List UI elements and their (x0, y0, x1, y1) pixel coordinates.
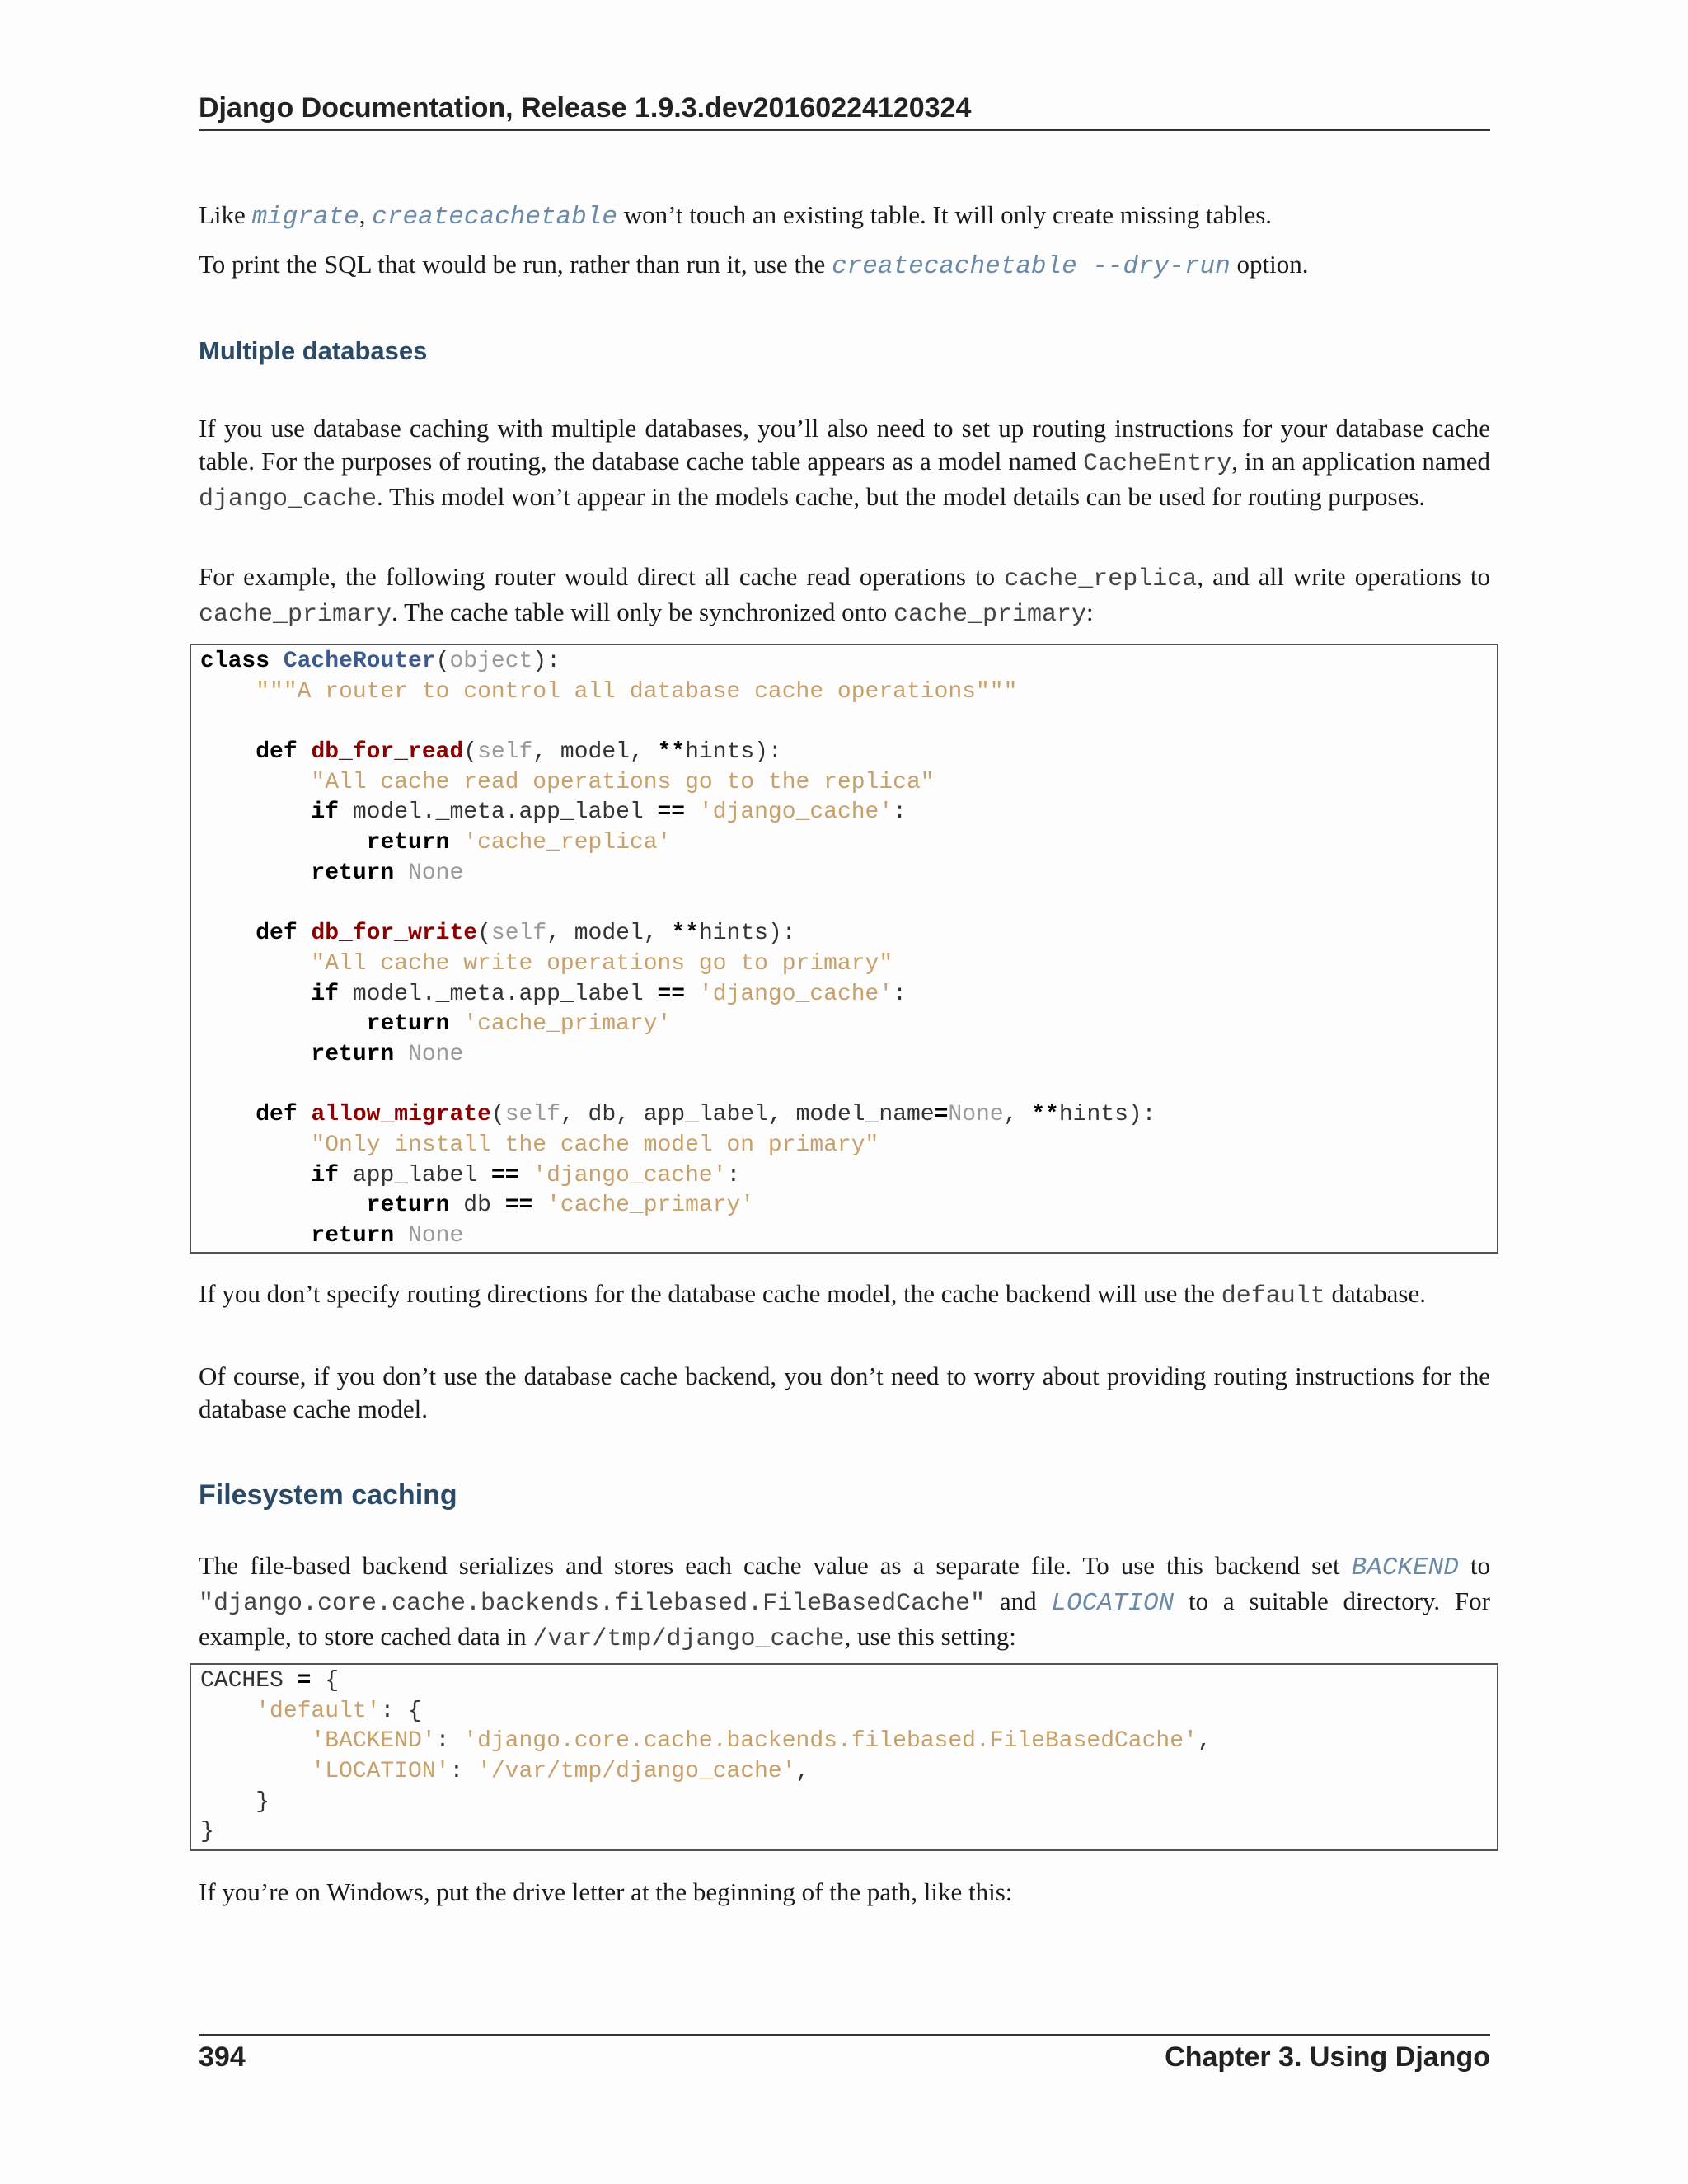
code-token (200, 951, 311, 977)
running-header: Django Documentation, Release 1.9.3.dev20160224120324 (199, 92, 1490, 131)
code-token: == (490, 1162, 519, 1188)
code-token: == (657, 981, 686, 1007)
code-token (394, 860, 408, 886)
code-token: ( (435, 649, 450, 674)
code-token: = (297, 1668, 312, 1694)
code-token: : (435, 1728, 464, 1755)
code-line (200, 1757, 1488, 1788)
code-token (518, 1163, 532, 1188)
code-token (200, 1102, 256, 1127)
code-line (200, 647, 1488, 677)
page-number: 394 (199, 2041, 246, 2073)
text: , use this setting: (844, 1622, 1016, 1651)
code-token: app_label (339, 1162, 491, 1188)
code-token: : (893, 799, 907, 826)
code-line (200, 1727, 1488, 1757)
inline-code: "django.core.cache.backends.filebased.FileBasedCache" (199, 1590, 986, 1618)
intro-paragraph-2 (199, 248, 1490, 284)
code-token: return (311, 1041, 395, 1067)
code-token: if (311, 799, 340, 826)
code-line (200, 1131, 1488, 1161)
text: to a suitable directory. For example, to store cached data in (199, 1586, 1490, 1651)
code-token: , (795, 1759, 810, 1785)
code-token (298, 1102, 312, 1127)
text: If you don’t specify routing directions for the database cache model, the cache backend will use the (199, 1279, 1221, 1308)
page-footer (199, 2041, 1490, 2074)
code-token: return (366, 1193, 450, 1219)
code-token: "Only install the cache model on primary" (311, 1132, 879, 1158)
code-token (200, 799, 311, 825)
inline-code: cache_primary (199, 601, 392, 629)
code-token: { (311, 1668, 340, 1694)
code-token: , model, (546, 921, 672, 947)
code-token (200, 1223, 311, 1249)
code-token: 'django.core.cache.backends.filebased.FileBasedCache' (463, 1728, 1198, 1755)
code-token: None (408, 1223, 464, 1249)
code-token (200, 1042, 311, 1067)
code-token (394, 1042, 408, 1067)
code-token (298, 739, 312, 765)
text: , in an application named (1231, 447, 1490, 476)
migrate-link[interactable]: migrate (251, 203, 359, 232)
code-token: '/var/tmp/django_cache' (477, 1759, 796, 1785)
code-token: : (726, 1162, 741, 1188)
code-token (200, 1759, 311, 1784)
code-token: ** (657, 739, 686, 766)
code-token: return (366, 1011, 450, 1038)
code-line (200, 1040, 1488, 1071)
code-line (200, 889, 1488, 920)
code-token: 'BACKEND' (311, 1728, 436, 1755)
code-token (200, 679, 256, 705)
code-token: == (504, 1193, 533, 1219)
code-line (200, 919, 1488, 949)
code-line (200, 677, 1488, 708)
code-token: model._meta.app_label (339, 981, 658, 1007)
code-token (200, 830, 367, 855)
code-line (200, 949, 1488, 980)
code-token (200, 1132, 311, 1158)
code-token: : (449, 1759, 478, 1785)
filesystem-paragraph-1 (199, 1549, 1490, 1656)
code-line (200, 1071, 1488, 1101)
code-token: , db, app_label, model_name (560, 1102, 935, 1128)
text: If you use database caching with multiple databases, you’ll also need to set up routing instructions for your database cache table. For the purposes of routing, the database cache table appears as a model named (199, 414, 1490, 476)
code-token: CACHES (200, 1668, 298, 1694)
createcachetable-link[interactable]: createcachetable (372, 203, 617, 232)
cache-router-code-block (190, 644, 1498, 1254)
multiple-databases-paragraph-4: Of course, if you don’t use the database cache backend, you don’t need to worry about providing routing instructions for the database cache model. (199, 1361, 1490, 1423)
code-token: None (408, 1041, 464, 1067)
code-token: ** (1031, 1102, 1059, 1128)
code-line (200, 738, 1488, 768)
text: and (985, 1586, 1052, 1615)
code-token (200, 739, 256, 765)
text: For example, the following router would direct all cache read operations to (199, 562, 1005, 591)
code-token: hints): (698, 921, 796, 947)
code-token (200, 1728, 311, 1754)
code-token: return (366, 830, 450, 856)
code-line (200, 1010, 1488, 1040)
code-token (200, 770, 311, 795)
code-token: = (934, 1102, 949, 1128)
code-line (200, 1666, 1488, 1697)
code-token: 'django_cache' (698, 981, 893, 1007)
code-token: db_for_read (311, 739, 464, 766)
code-token: ( (463, 739, 478, 766)
code-token: } (200, 1819, 214, 1845)
code-line (200, 828, 1488, 859)
code-token: : (893, 981, 907, 1007)
text: . The cache table will only be synchronized onto (392, 598, 893, 626)
code-token: , (1003, 1102, 1032, 1128)
code-line (200, 1191, 1488, 1221)
dry-run-option-link[interactable]: createcachetable --dry-run (832, 252, 1231, 281)
code-line (200, 859, 1488, 889)
code-token: 'django_cache' (532, 1162, 727, 1188)
footer-rule (199, 2034, 1490, 2036)
code-token: ( (477, 921, 491, 947)
code-token: 'cache_primary' (546, 1193, 755, 1219)
code-line (200, 768, 1488, 799)
inline-code: cache_primary (893, 601, 1086, 629)
code-token: class (200, 649, 270, 674)
code-token: object (449, 649, 533, 674)
code-token: ( (490, 1102, 505, 1128)
code-token: db_for_write (311, 921, 478, 947)
code-token: } (200, 1788, 270, 1815)
code-token: : { (380, 1698, 422, 1724)
inline-code: CacheEntry (1083, 450, 1232, 478)
code-token (200, 1011, 367, 1037)
inline-code: cache_replica (1004, 565, 1198, 593)
code-token (270, 649, 284, 674)
text: , and all write operations to (1197, 562, 1491, 591)
code-token: CacheRouter (283, 649, 436, 674)
code-token: return (311, 1223, 395, 1249)
code-token (685, 799, 699, 825)
code-token: 'cache_primary' (463, 1011, 672, 1038)
code-token: db (449, 1193, 505, 1219)
text: To print the SQL that would be run, rather than run it, use the (199, 250, 832, 279)
code-token: hints): (685, 739, 782, 766)
text: Like (199, 200, 252, 229)
code-token: , (1197, 1728, 1212, 1755)
code-line (200, 798, 1488, 828)
document-page (199, 0, 1490, 2184)
code-token: return (311, 860, 395, 886)
inline-code: django_cache (199, 485, 377, 513)
code-token (200, 982, 311, 1007)
text: to (1458, 1551, 1490, 1580)
code-line (200, 707, 1488, 738)
code-token: "All cache write operations go to primary" (311, 950, 893, 977)
code-token: , model, (532, 739, 658, 766)
code-line (200, 1817, 1488, 1848)
filesystem-caching-heading: Filesystem caching (199, 1479, 457, 1511)
code-token: == (657, 799, 686, 826)
code-token (449, 1011, 463, 1037)
code-token (200, 1193, 367, 1218)
code-token: def (256, 739, 298, 766)
code-token: 'django_cache' (698, 799, 893, 826)
code-token (200, 1699, 256, 1724)
code-token: ): (532, 649, 560, 674)
multiple-databases-paragraph-3 (199, 1277, 1490, 1313)
text: . This model won’t appear in the models cache, but the model details can be used for routing purposes. (377, 482, 1426, 511)
text: : (1086, 598, 1094, 626)
code-token: """A router to control all database cache operations""" (256, 678, 1018, 705)
text: database. (1325, 1279, 1426, 1308)
caches-setting-code-block (190, 1663, 1498, 1851)
code-token: 'LOCATION' (311, 1759, 450, 1785)
inline-code: /var/tmp/django_cache (532, 1625, 845, 1653)
code-token: model._meta.app_label (339, 799, 658, 826)
code-token (298, 921, 312, 946)
chapter-title: Chapter 3. Using Django (1165, 2041, 1490, 2073)
code-line (200, 980, 1488, 1010)
code-token: 'cache_replica' (463, 830, 672, 856)
code-token: "All cache read operations go to the replica" (311, 769, 935, 795)
code-token: hints): (1058, 1102, 1156, 1128)
code-token: if (311, 1162, 340, 1188)
code-token (532, 1193, 546, 1218)
code-token: if (311, 981, 340, 1007)
location-setting-link[interactable]: LOCATION (1051, 1589, 1175, 1618)
multiple-databases-paragraph-1 (199, 412, 1490, 516)
code-token: None (408, 860, 464, 886)
multiple-databases-paragraph-2 (199, 560, 1490, 631)
code-token (685, 982, 699, 1007)
code-line (200, 1788, 1488, 1818)
code-token: self (504, 1102, 560, 1128)
code-token (449, 830, 463, 855)
code-token: def (256, 921, 298, 947)
text: won’t touch an existing table. It will only create missing tables. (617, 200, 1273, 229)
backend-setting-link[interactable]: BACKEND (1351, 1554, 1459, 1582)
code-token (200, 1163, 311, 1188)
filesystem-paragraph-2: If you’re on Windows, put the drive letter at the beginning of the path, like this: (199, 1877, 1013, 1906)
code-token (394, 1223, 408, 1249)
code-line (200, 1100, 1488, 1131)
code-line (200, 1161, 1488, 1192)
code-line (200, 1221, 1488, 1252)
text: The file-based backend serializes and stores each cache value as a separate file. To use this backend set (199, 1551, 1352, 1580)
code-token (200, 860, 311, 886)
code-token: def (256, 1102, 298, 1128)
intro-paragraph-1 (199, 199, 1490, 234)
code-token: 'default' (256, 1698, 381, 1724)
code-token (200, 921, 256, 946)
code-line (200, 1697, 1488, 1727)
code-token: None (948, 1102, 1004, 1128)
code-token: ** (671, 921, 699, 947)
code-token: allow_migrate (311, 1102, 491, 1128)
code-token: self (477, 739, 533, 766)
multiple-databases-heading: Multiple databases (199, 336, 428, 365)
text: option. (1230, 250, 1309, 279)
text: , (359, 200, 373, 229)
code-token: self (490, 921, 547, 947)
inline-code: default (1221, 1282, 1325, 1310)
